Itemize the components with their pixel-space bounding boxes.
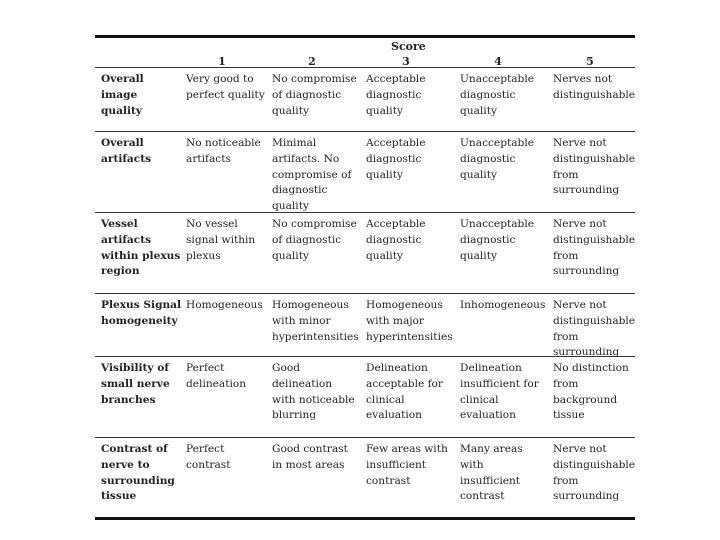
- cell-line: image: [101, 88, 138, 101]
- score-3-cell: [366, 217, 426, 264]
- cell-line: Acceptable: [366, 218, 426, 230]
- column-header-1: 1: [218, 55, 226, 68]
- cell-line: quality: [366, 104, 403, 117]
- cell-line: with: [460, 458, 484, 471]
- score-1-cell: [186, 361, 246, 393]
- score-5-cell: [553, 72, 635, 104]
- cell-line: quality: [460, 249, 497, 262]
- cell-line: within plexus: [101, 249, 181, 262]
- cell-line: of diagnostic: [272, 88, 342, 101]
- cell-line: signal within: [186, 233, 256, 246]
- cell-line: Nerves not: [553, 73, 613, 85]
- cell-line: with major: [366, 314, 424, 327]
- cell-line: quality: [272, 200, 309, 213]
- cell-line: No compromise: [272, 218, 357, 230]
- cell-line: diagnostic: [366, 152, 422, 165]
- cell-line: perfect quality: [186, 88, 265, 101]
- scoring-table: [95, 35, 635, 520]
- cell-line: Inhomogeneous: [460, 299, 546, 311]
- cell-line: Delineation: [460, 362, 522, 374]
- cell-line: Visibility of: [101, 362, 169, 374]
- cell-line: Nerve not: [553, 443, 607, 455]
- row-label: [101, 72, 144, 119]
- score-2-cell: [272, 72, 357, 119]
- cell-line: insufficient: [460, 474, 521, 487]
- cell-line: tissue: [553, 409, 585, 422]
- cell-line: Good: [272, 362, 300, 374]
- cell-line: from: [553, 168, 579, 181]
- cell-line: contrast: [460, 490, 505, 503]
- cell-line: delineation: [272, 377, 333, 390]
- score-5-cell: [553, 442, 635, 505]
- cell-line: Very good to: [186, 73, 254, 85]
- row-label: [101, 298, 181, 330]
- score-1-cell: [186, 298, 263, 314]
- score-3-cell: [366, 298, 453, 345]
- cell-line: hyperintensities: [272, 330, 359, 343]
- cell-line: Overall: [101, 73, 144, 85]
- cell-line: insufficient: [366, 458, 427, 471]
- cell-line: Nerve not: [553, 137, 607, 149]
- cell-line: artifacts: [186, 152, 231, 165]
- score-4-cell: [460, 442, 523, 505]
- cell-line: small nerve: [101, 377, 170, 390]
- cell-line: surrounding: [553, 346, 620, 359]
- score-1-cell: [186, 72, 265, 104]
- cell-line: Unacceptable: [460, 137, 534, 149]
- cell-line: quality: [272, 104, 309, 117]
- cell-line: artifacts: [101, 152, 152, 165]
- cell-line: nerve to: [101, 458, 150, 471]
- cell-line: Plexus Signal: [101, 299, 182, 311]
- table-row: [95, 438, 635, 517]
- cell-line: diagnostic: [460, 152, 516, 165]
- cell-line: from: [553, 249, 579, 262]
- table-row: [95, 357, 635, 438]
- score-2-cell: [272, 442, 348, 474]
- cell-line: Acceptable: [366, 73, 426, 85]
- cell-line: Delineation: [366, 362, 428, 374]
- cell-line: Overall: [101, 137, 144, 149]
- score-2-cell: [272, 361, 355, 424]
- table-body: [95, 68, 635, 517]
- score-1-cell: [186, 217, 255, 264]
- score-5-cell: [553, 298, 635, 361]
- cell-line: delineation: [186, 377, 247, 390]
- row-label: [101, 217, 180, 280]
- row-label: [101, 136, 151, 168]
- score-5-cell: [553, 361, 629, 424]
- cell-line: quality: [272, 249, 309, 262]
- cell-line: artifacts. No: [272, 152, 340, 165]
- cell-line: branches: [101, 393, 156, 406]
- cell-line: Unacceptable: [460, 73, 534, 85]
- cell-line: Homogeneous: [272, 299, 349, 311]
- score-2-cell: [272, 298, 359, 345]
- column-header-5: 5: [586, 55, 594, 68]
- table-header: [95, 38, 635, 68]
- cell-line: No compromise: [272, 73, 357, 85]
- cell-line: No noticeable: [186, 137, 261, 149]
- cell-line: distinguishable: [553, 458, 636, 471]
- table-row: [95, 213, 635, 294]
- score-label: Score: [391, 40, 426, 53]
- cell-line: diagnostic: [366, 233, 422, 246]
- score-1-cell: [186, 442, 230, 474]
- cell-line: in most areas: [272, 458, 345, 471]
- row-label: [101, 442, 175, 505]
- cell-line: from: [553, 377, 579, 390]
- cell-line: Unacceptable: [460, 218, 534, 230]
- column-header-4: 4: [494, 55, 502, 68]
- score-5-cell: [553, 217, 635, 280]
- cell-line: from: [553, 474, 579, 487]
- cell-line: Homogeneous: [366, 299, 443, 311]
- cell-line: quality: [366, 249, 403, 262]
- cell-line: Nerve not: [553, 299, 607, 311]
- score-2-cell: [272, 217, 357, 264]
- cell-line: evaluation: [460, 409, 516, 422]
- cell-line: distinguishable: [553, 152, 636, 165]
- cell-line: No vessel: [186, 218, 238, 230]
- table-row: [95, 132, 635, 213]
- cell-line: background: [553, 393, 618, 406]
- cell-line: quality: [101, 104, 143, 117]
- cell-line: quality: [460, 168, 497, 181]
- score-3-cell: [366, 72, 426, 119]
- score-3-cell: [366, 136, 426, 183]
- column-header-2: 2: [308, 55, 316, 68]
- cell-line: Perfect: [186, 443, 225, 455]
- cell-line: diagnostic: [460, 88, 516, 101]
- cell-line: Nerve not: [553, 218, 607, 230]
- cell-line: diagnostic: [272, 184, 328, 197]
- score-3-cell: [366, 361, 443, 424]
- table-row: [95, 294, 635, 357]
- cell-line: diagnostic: [366, 88, 422, 101]
- cell-line: insufficient for: [460, 377, 539, 390]
- cell-line: Contrast of: [101, 443, 168, 455]
- score-4-cell: [460, 136, 534, 183]
- cell-line: tissue: [101, 490, 137, 503]
- score-1-cell: [186, 136, 261, 168]
- cell-line: distinguishable: [553, 88, 636, 101]
- score-5-cell: [553, 136, 635, 199]
- cell-line: compromise of: [272, 168, 352, 181]
- cell-line: acceptable for: [366, 377, 443, 390]
- score-4-cell: [460, 298, 545, 314]
- score-4-cell: [460, 217, 534, 264]
- cell-line: blurring: [272, 409, 317, 422]
- cell-line: Many areas: [460, 443, 523, 455]
- cell-line: of diagnostic: [272, 233, 342, 246]
- cell-line: surrounding: [553, 490, 620, 503]
- cell-line: distinguishable: [553, 233, 636, 246]
- cell-line: No distinction: [553, 362, 629, 374]
- cell-line: Homogeneous: [186, 299, 263, 311]
- cell-line: homogeneity: [101, 314, 178, 327]
- cell-line: clinical: [460, 393, 499, 406]
- cell-line: contrast: [366, 474, 411, 487]
- score-4-cell: [460, 361, 539, 424]
- column-header-3: 3: [402, 55, 410, 68]
- cell-line: with noticeable: [272, 393, 355, 406]
- cell-line: evaluation: [366, 409, 422, 422]
- cell-line: surrounding: [101, 474, 175, 487]
- score-4-cell: [460, 72, 534, 119]
- cell-line: Perfect: [186, 362, 225, 374]
- cell-line: surrounding: [553, 184, 620, 197]
- cell-line: Few areas with: [366, 443, 448, 455]
- cell-line: contrast: [186, 458, 231, 471]
- cell-line: Good contrast: [272, 443, 348, 455]
- cell-line: artifacts: [101, 233, 152, 246]
- cell-line: hyperintensities: [366, 330, 453, 343]
- cell-line: distinguishable: [553, 314, 636, 327]
- cell-line: diagnostic: [460, 233, 516, 246]
- table-row: [95, 68, 635, 132]
- score-2-cell: [272, 136, 351, 215]
- cell-line: from: [553, 330, 579, 343]
- cell-line: with minor: [272, 314, 331, 327]
- cell-line: region: [101, 265, 140, 278]
- row-label: [101, 361, 170, 408]
- cell-line: Vessel: [101, 218, 138, 230]
- cell-line: plexus: [186, 249, 221, 262]
- cell-line: surrounding: [553, 265, 620, 278]
- cell-line: Acceptable: [366, 137, 426, 149]
- cell-line: quality: [460, 104, 497, 117]
- score-3-cell: [366, 442, 448, 489]
- cell-line: Minimal: [272, 137, 317, 149]
- cell-line: clinical: [366, 393, 405, 406]
- cell-line: quality: [366, 168, 403, 181]
